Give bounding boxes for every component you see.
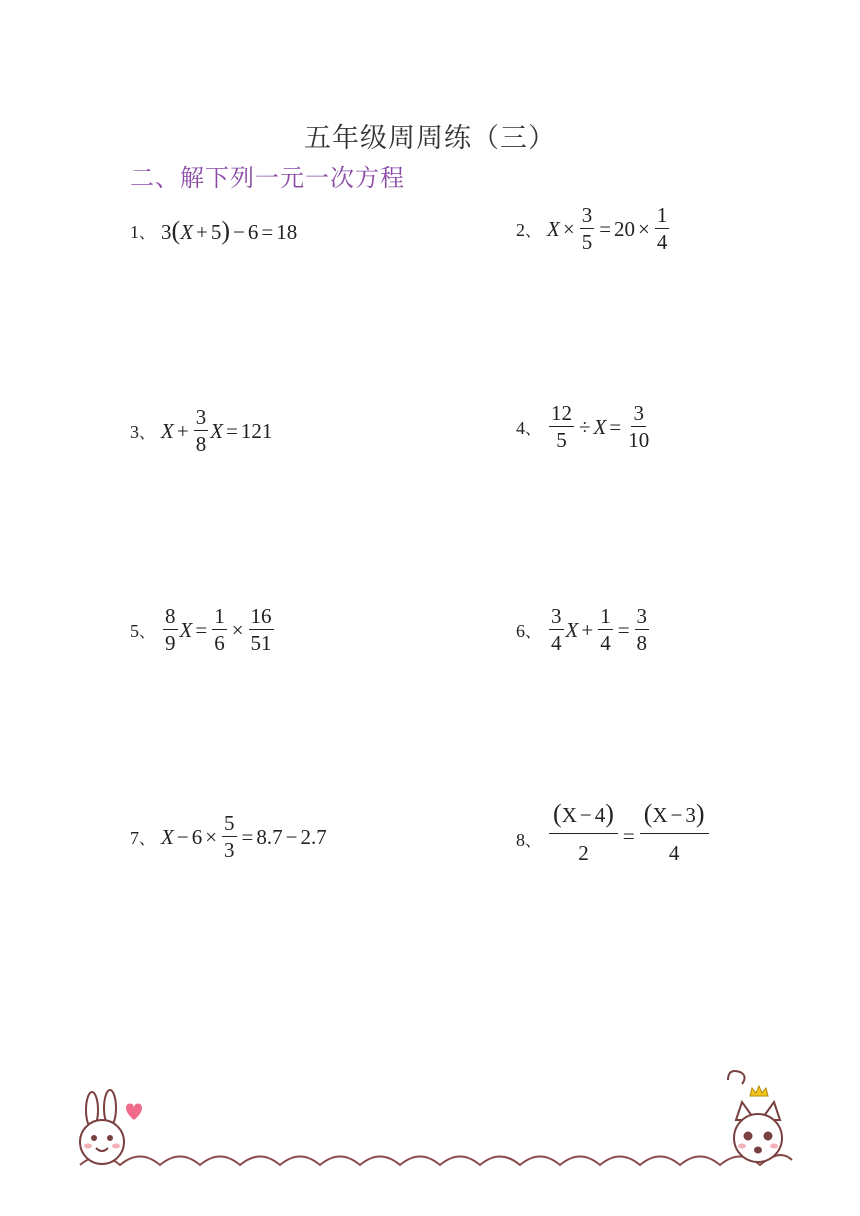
problem-number: 2、 — [516, 219, 542, 240]
decorative-footer — [0, 1050, 860, 1190]
problem-number: 6、 — [516, 620, 542, 641]
equation-3: X + $\frac{3}{8}$ X = 121 — [161, 405, 273, 457]
crown-icon — [750, 1086, 768, 1096]
equation-7: X − 6 × $\frac{5}{3}$ = 8.7 − 2.7 — [161, 811, 327, 863]
heart-icon — [126, 1104, 142, 1121]
problem-8 — [516, 800, 711, 865]
problem-1 — [130, 216, 297, 246]
problem-5 — [130, 605, 276, 655]
equation-4: $\frac{12}{5}$ ÷ X = $\frac{3}{10}$ — [551, 401, 650, 453]
problem-4 — [516, 402, 653, 452]
worksheet-title: 五年级周周练（三） — [304, 123, 556, 154]
section-heading: 二、解下列一元一次方程 — [130, 164, 405, 192]
equation-6: $\frac{3}{4}$ X + $\frac{1}{4}$ = $\frac{3}{8}$ — [551, 604, 648, 656]
problem-number: 3、 — [130, 421, 156, 442]
problem-number: 4、 — [516, 417, 542, 438]
bunny-icon — [80, 1090, 124, 1164]
equation-2: X × $\frac{3}{5}$ = 20 × $\frac{1}{4}$ — [547, 203, 668, 255]
problem-number: 1、 — [130, 221, 156, 242]
equation-1: 3(X + 5) − 6 = 18 — [161, 216, 298, 245]
problem-7 — [130, 812, 327, 862]
problem-2 — [516, 204, 671, 254]
problem-number: 7、 — [130, 827, 156, 848]
problem-6 — [516, 605, 651, 655]
equation-8: $\frac{(X - 4)}{2}$ = $\frac{(X - 3)}{4}$ — [547, 800, 711, 865]
problem-number: 8、 — [516, 829, 542, 850]
problem-number: 5、 — [130, 620, 156, 641]
problem-3 — [130, 406, 272, 456]
equation-5: $\frac{8}{9}$ X = $\frac{1}{6}$ × $\frac{16}{51}$ — [165, 604, 272, 656]
scalloped-border-icon — [80, 1155, 792, 1165]
cat-icon — [728, 1071, 782, 1162]
